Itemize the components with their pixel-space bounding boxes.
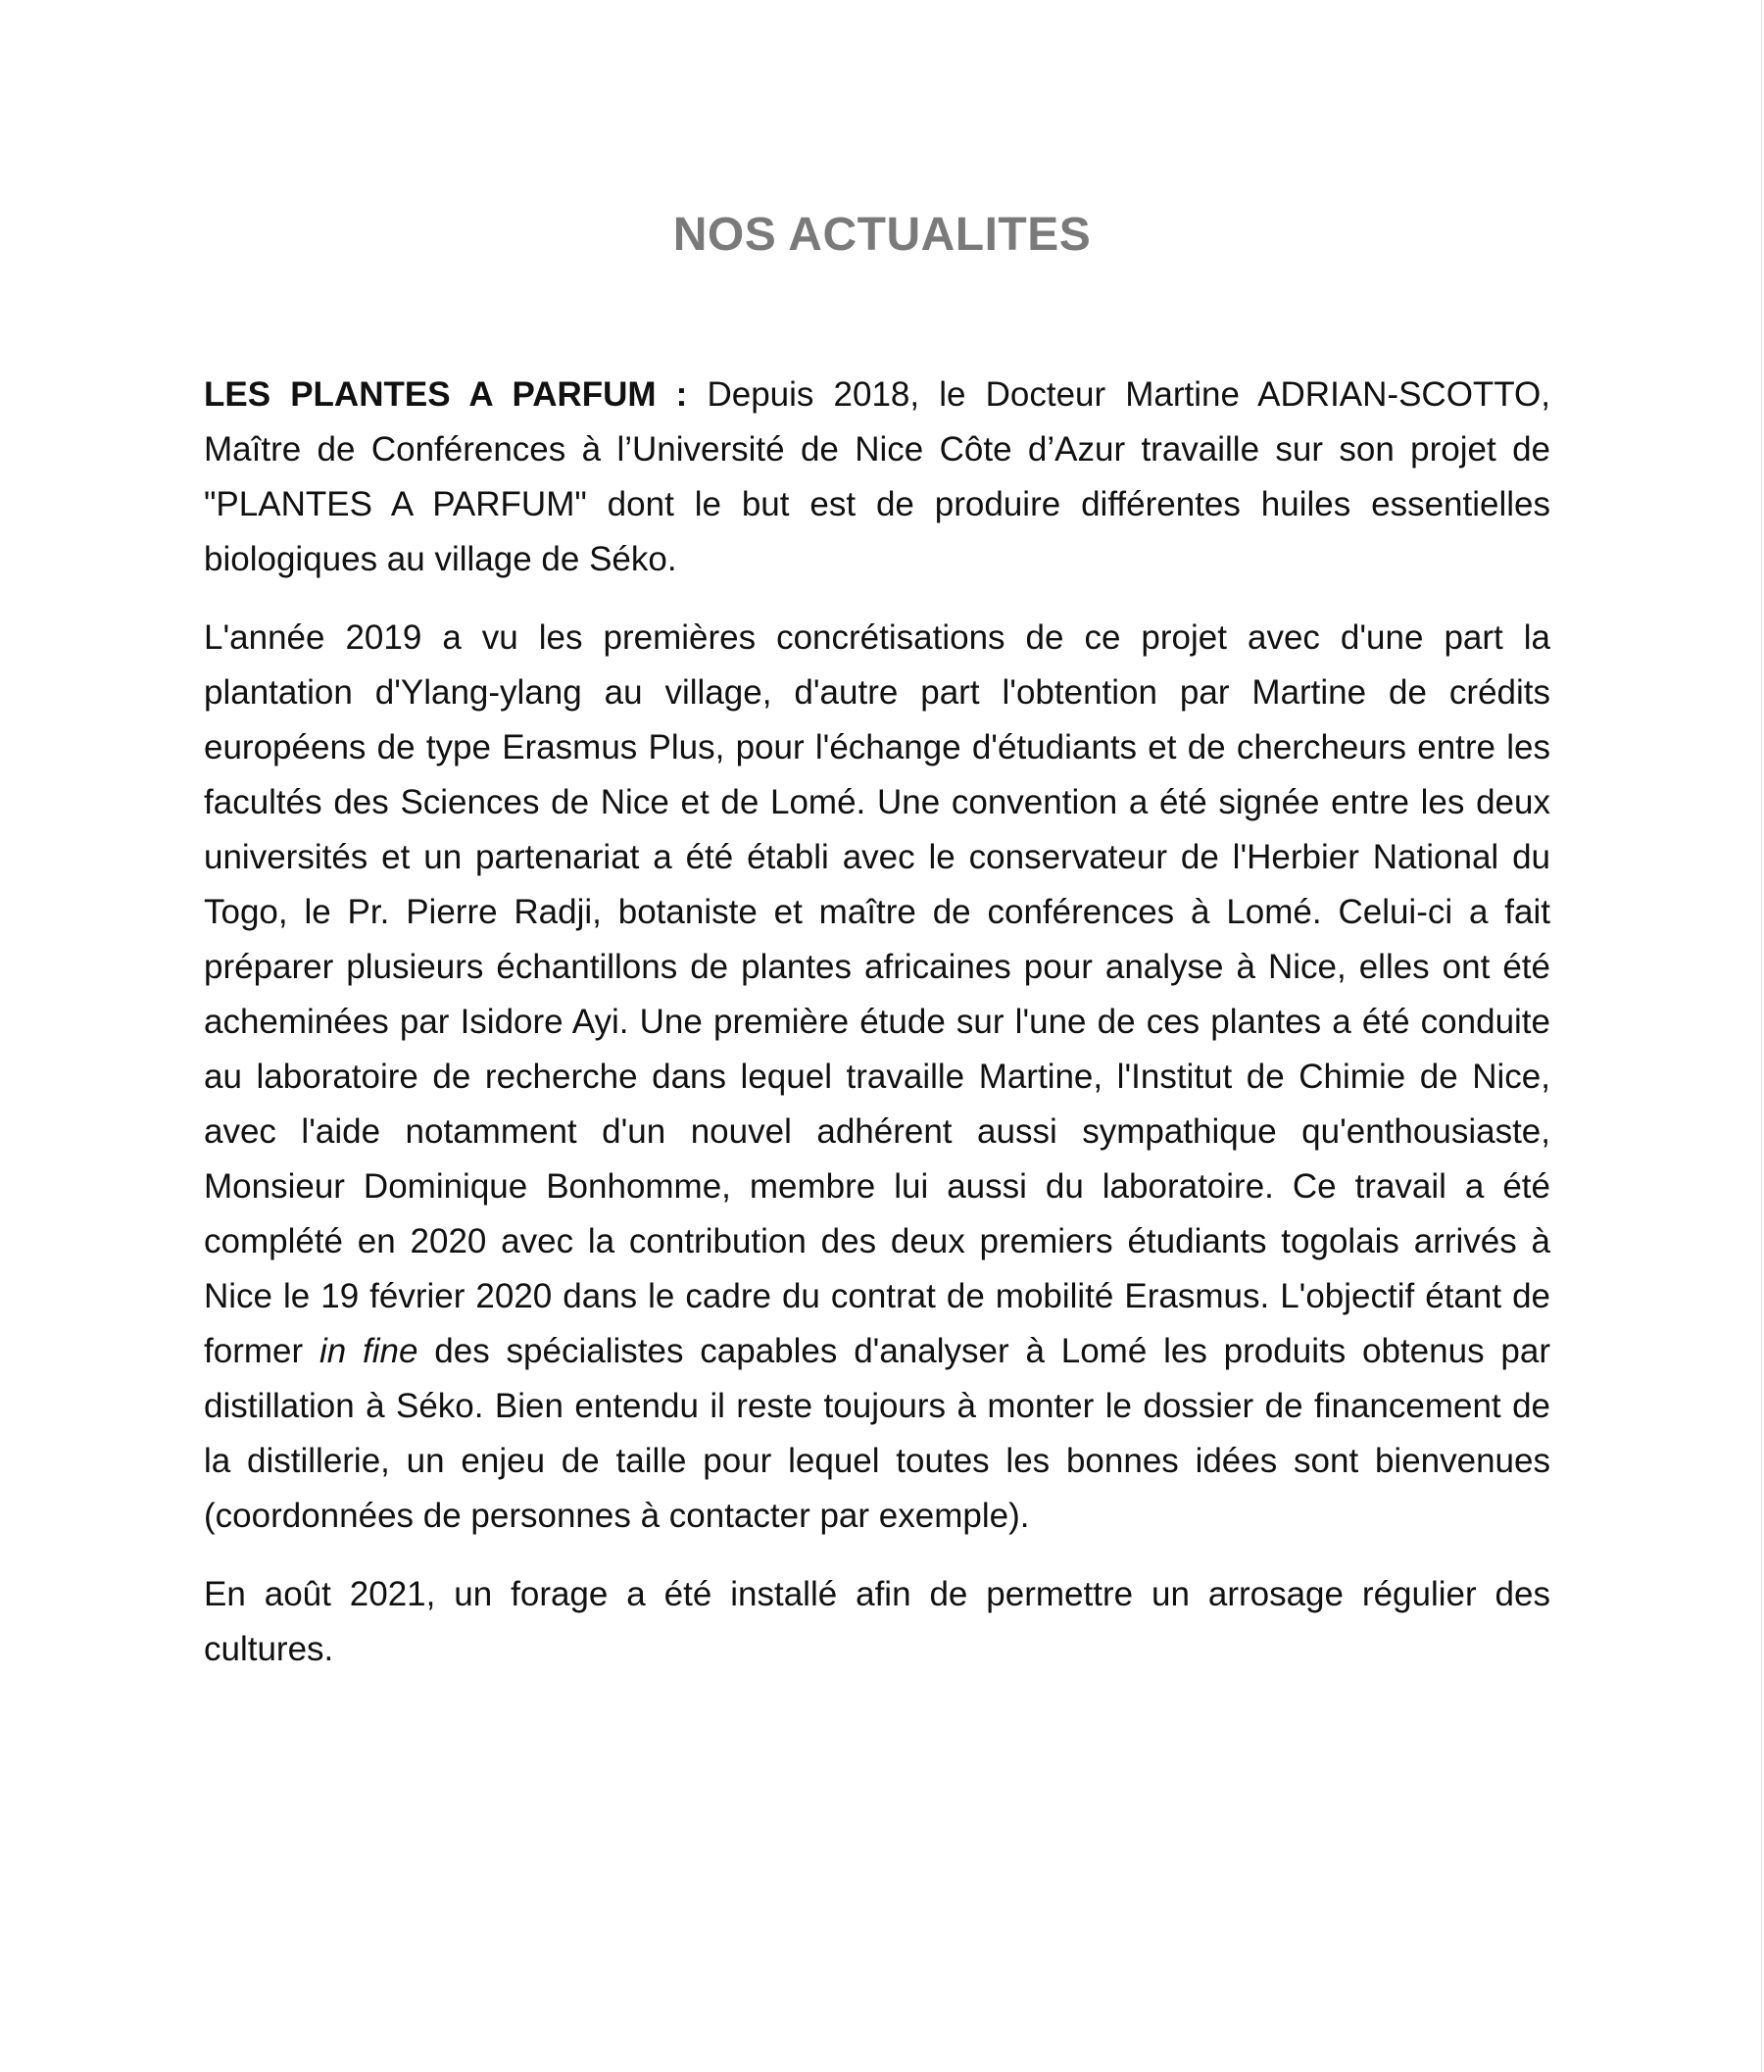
paragraph-lead-heading: LES PLANTES A PARFUM : — [204, 375, 688, 414]
paragraph-text-after-emphasis: des spécialistes capables d'analyser à Lomé les produits obtenus par distillation à Séko. Bien entendu il reste toujours à monter le dossier de financement de la distillerie, un enjeu de taille pour lequel toutes les bonnes idées sont bienvenues (coordonnées de personnes à contacter par exemple). — [204, 1332, 1550, 1535]
page-edge-divider — [1761, 0, 1762, 2072]
article-body — [204, 368, 1550, 1701]
italic-emphasis: in fine — [318, 1332, 418, 1370]
paragraph-annee-2019 — [204, 611, 1550, 1544]
paragraph-text-before-emphasis: L'année 2019 a vu les premières concrétisations de ce projet avec d'une part la plantation d'Ylang-ylang au village, d'autre part l'obtention par Martine de crédits européens de type Erasmus Plus, pour l'échange d'étudiants et de chercheurs entre les facultés des Sciences de Nice et de Lomé. Une convention a été signée entre les deux universités et un partenariat a été établi avec le conservateur de l'Herbier National du Togo, le Pr. Pierre Radji, botaniste et maître de conférences à Lomé. Celui-ci a fait préparer plusieurs échantillons de plantes africaines pour analyse à Nice, elles ont été acheminées par Isidore Ayi. Une première étude sur l'une de ces plantes a été conduite au laboratoire de recherche dans lequel travaille Martine, l'Institut de Chimie de Nice, avec l'aide notamment d'un nouvel adhérent aussi sympathique qu'enthousiaste, Monsieur Dominique Bonhomme, membre lui aussi du laboratoire. Ce travail a été complété en 2020 avec la contribution des deux premiers étudiants togolais arrivés à Nice le 19 février 2020 dans le cadre du contrat de mobilité Erasmus. L'objectif étant de former — [204, 618, 1550, 1370]
paragraph-plantes-a-parfum — [204, 368, 1550, 587]
paragraph-aout-2021 — [204, 1567, 1550, 1677]
paragraph-text: Depuis 2018, le Docteur Martine ADRIAN-SCOTTO, Maître de Conférences à l’Université de Nice Côte d’Azur travaille sur son projet de "PLANTES A PARFUM" dont le but est de produire différentes huiles essentielles biologiques au village de Séko. — [204, 375, 1550, 578]
paragraph-text: En août 2021, un forage a été installé afin de permettre un arrosage régulier des cultures. — [204, 1575, 1550, 1668]
page-title: NOS ACTUALITES — [672, 209, 1092, 261]
